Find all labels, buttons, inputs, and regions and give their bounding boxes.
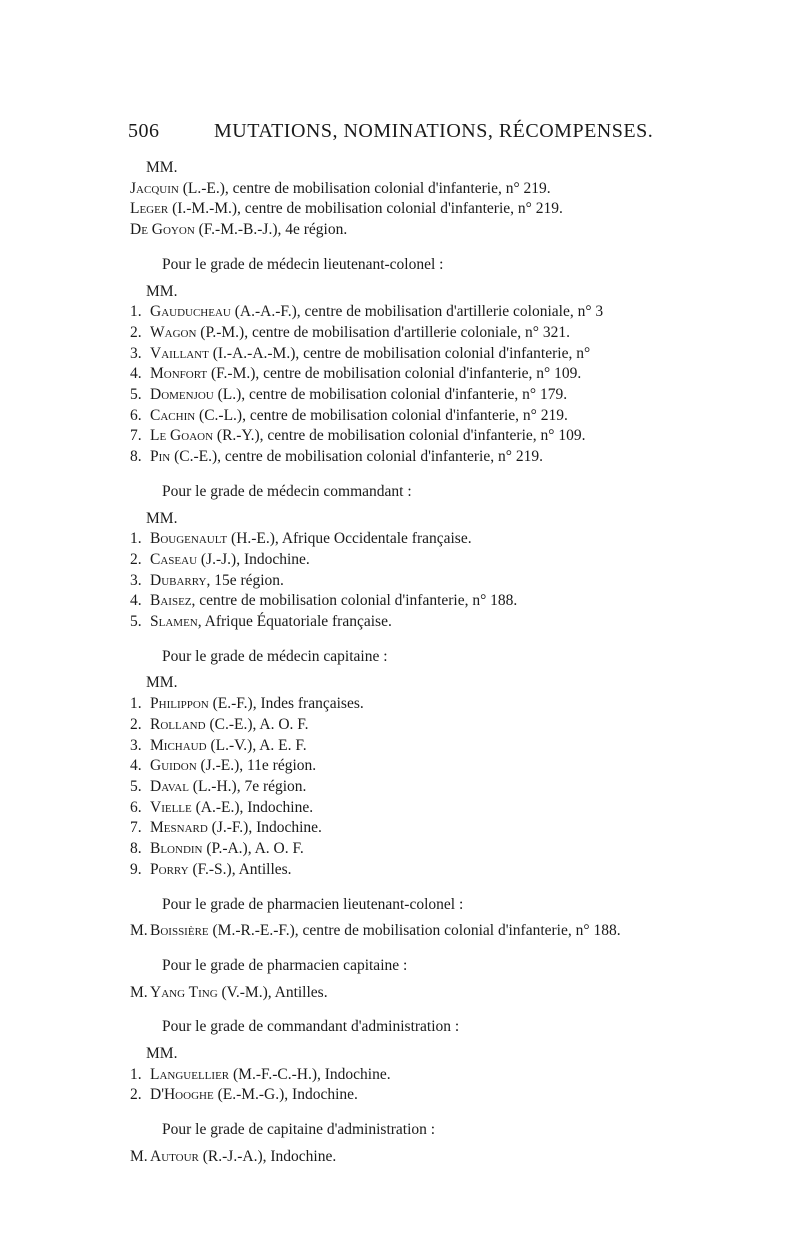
list-item — [130, 571, 690, 592]
entry-details: (C.-E.), centre de mobilisation colonial d'infanterie, n° 219. — [170, 448, 543, 466]
mm-label: MM. — [146, 509, 178, 527]
entry-details: (R.-J.-A.), Indochine. — [198, 1147, 337, 1165]
entry-number: 5. — [130, 777, 142, 795]
mm-label: MM. — [146, 1045, 178, 1063]
person-name: Autour — [150, 1147, 199, 1165]
list-item — [130, 921, 690, 942]
entry-number: 7. — [130, 427, 142, 445]
person-name: Domenjou — [150, 386, 214, 404]
list-item — [130, 1147, 690, 1168]
entry-details: (A.-E.), Indochine. — [191, 798, 314, 816]
section-heading: Pour le grade de médecin capitaine : — [162, 647, 388, 665]
entry-number: 8. — [130, 448, 142, 466]
entry-details: (E.-F.), Indes françaises. — [208, 695, 364, 713]
entry-number: 5. — [130, 386, 142, 404]
entry-details: (I.-M.-M.), centre de mobilisation colonial d'infanterie, n° 219. — [168, 200, 563, 218]
entry-details: (A.-A.-F.), centre de mobilisation d'artillerie coloniale, n° 3 — [230, 303, 604, 321]
entry-number: 2. — [130, 323, 142, 341]
person-name: Le Goaon — [150, 427, 214, 445]
person-name: Caseau — [150, 550, 198, 568]
entry-details: (L.-V.), A. E. F. — [206, 736, 307, 754]
list-item — [130, 612, 690, 633]
running-title: MUTATIONS, NOMINATIONS, RÉCOMPENSES. — [214, 120, 654, 142]
list-item — [130, 818, 690, 839]
entry-number: 5. — [130, 613, 142, 631]
entry-details: (J.-J.), Indochine. — [197, 550, 310, 568]
entry-number: 2. — [130, 715, 142, 733]
list-item — [130, 323, 690, 344]
entry-details: (L.-H.), 7e région. — [188, 777, 307, 795]
person-name: Vaillant — [150, 344, 209, 362]
list-item — [130, 1065, 690, 1086]
person-name: Daval — [150, 777, 189, 795]
person-name: D'Hooghe — [150, 1086, 214, 1104]
list-item — [130, 839, 690, 860]
mm-label: MM. — [146, 674, 178, 692]
entry-details: (J.-F.), Indochine. — [207, 819, 322, 837]
section-heading: Pour le grade de pharmacien lieutenant-colonel : — [162, 895, 464, 913]
entry-number: 3. — [130, 344, 142, 362]
entry-number: 2. — [130, 550, 142, 568]
list-item — [130, 798, 690, 819]
person-name: Wagon — [150, 323, 197, 341]
entry-details: (F.-S.), Antilles. — [188, 860, 292, 878]
entry-number: 6. — [130, 406, 142, 424]
entry-details: (V.-M.), Antilles. — [217, 983, 328, 1001]
section — [130, 255, 690, 468]
entry-number: 3. — [130, 571, 142, 589]
person-name: Guidon — [150, 757, 197, 775]
list-item — [130, 591, 690, 612]
entry-details: (P.-A.), A. O. F. — [202, 840, 304, 858]
entry-details: (C.-E.), A. O. F. — [205, 715, 309, 733]
list-item — [130, 406, 690, 427]
page-number: 506 — [128, 120, 160, 142]
entry-number: M. — [130, 1147, 148, 1165]
section-heading: Pour le grade de capitaine d'administration : — [162, 1121, 436, 1139]
section — [130, 482, 690, 633]
section — [130, 1120, 690, 1167]
entry-details: (P.-M.), centre de mobilisation d'artillerie coloniale, n° 321. — [196, 323, 570, 341]
list-item — [130, 1085, 690, 1106]
entry-details: (J.-E.), 11e région. — [196, 757, 317, 775]
entry-number: 9. — [130, 860, 142, 878]
entry-details: (H.-E.), Afrique Occidentale française. — [227, 530, 472, 548]
entry-details: (R.-Y.), centre de mobilisation colonial d'infanterie, n° 109. — [213, 427, 586, 445]
list-item — [130, 529, 690, 550]
entry-details: , Afrique Équatoriale française. — [197, 613, 392, 631]
entry-number: M. — [130, 983, 148, 1001]
entry-details: (I.-A.-A.-M.), centre de mobilisation colonial d'infanterie, n° — [208, 344, 591, 362]
entry-number: 2. — [130, 1086, 142, 1104]
section-heading: Pour le grade de médecin lieutenant-colonel : — [162, 255, 444, 273]
entry-number: 4. — [130, 365, 142, 383]
mm-label: MM. — [146, 159, 178, 176]
list-item — [130, 447, 690, 468]
list-item — [130, 344, 690, 365]
entry-number: 1. — [130, 530, 142, 548]
person-name: De Goyon — [130, 221, 195, 239]
entry-number: 1. — [130, 1065, 142, 1083]
entry-number: 4. — [130, 592, 142, 610]
entry-details: , centre de mobilisation colonial d'infanterie, n° 188. — [191, 592, 518, 610]
person-name: Mesnard — [150, 819, 208, 837]
entry-details: (F.-M.-B.-J.), 4e région. — [194, 221, 348, 239]
person-name: Jacquin — [130, 179, 179, 197]
list-item — [130, 364, 690, 385]
list-item — [130, 426, 690, 447]
entry-number: 6. — [130, 798, 142, 816]
entry-number: 7. — [130, 819, 142, 837]
entry-number: 3. — [130, 736, 142, 754]
entry-details: , 15e région. — [206, 571, 284, 589]
person-name: Leger — [130, 200, 169, 218]
person-name: Gauducheau — [150, 303, 231, 321]
person-name: Rolland — [150, 715, 206, 733]
person-name: Blondin — [150, 840, 203, 858]
list-item — [130, 550, 690, 571]
person-name: Languellier — [150, 1065, 230, 1083]
list-item — [130, 385, 690, 406]
section — [130, 895, 690, 942]
entry-details: (L.), centre de mobilisation colonial d'infanterie, n° 179. — [213, 386, 568, 404]
section — [130, 956, 690, 1003]
page-header — [128, 120, 688, 150]
person-name: Vielle — [150, 798, 192, 816]
entry-details: (M.-R.-E.-F.), centre de mobilisation colonial d'infanterie, n° 188. — [208, 922, 621, 940]
section — [130, 1017, 690, 1106]
entry-details: (M.-F.-C.-H.), Indochine. — [229, 1065, 391, 1083]
entry-number: M. — [130, 922, 148, 940]
list-item — [130, 715, 690, 736]
entry-details: (C.-L.), centre de mobilisation colonial d'infanterie, n° 219. — [195, 406, 568, 424]
list-item — [130, 694, 690, 715]
entry-number: 8. — [130, 840, 142, 858]
person-name: Porry — [150, 860, 189, 878]
entry-details: (F.-M.), centre de mobilisation colonial d'infanterie, n° 109. — [207, 365, 582, 383]
list-item — [130, 756, 690, 777]
person-name: Yang Ting — [150, 983, 218, 1001]
list-item — [130, 199, 690, 220]
list-item — [130, 860, 690, 881]
person-name: Baisez — [150, 592, 192, 610]
mm-label: MM. — [146, 282, 178, 300]
list-item — [130, 302, 690, 323]
entry-number: 1. — [130, 695, 142, 713]
entry-number: 1. — [130, 303, 142, 321]
document-body — [130, 158, 690, 1168]
entry-number: 4. — [130, 757, 142, 775]
person-name: Boissière — [150, 922, 209, 940]
person-name: Slamen — [150, 613, 198, 631]
person-name: Bougenault — [150, 530, 228, 548]
person-name: Philippon — [150, 695, 209, 713]
list-item — [130, 179, 690, 200]
list-item — [130, 983, 690, 1004]
section-heading: Pour le grade de médecin commandant : — [162, 482, 412, 500]
list-item — [130, 220, 690, 241]
section-heading: Pour le grade de pharmacien capitaine : — [162, 956, 408, 974]
list-item — [130, 736, 690, 757]
entry-details: (L.-E.), centre de mobilisation colonial d'infanterie, n° 219. — [178, 179, 551, 197]
person-name: Michaud — [150, 736, 207, 754]
section — [130, 647, 690, 881]
person-name: Cachin — [150, 406, 196, 424]
person-name: Pin — [150, 448, 171, 466]
list-item — [130, 777, 690, 798]
section — [130, 158, 690, 241]
section-heading: Pour le grade de commandant d'administration : — [162, 1018, 460, 1036]
person-name: Dubarry — [150, 571, 207, 589]
person-name: Monfort — [150, 365, 208, 383]
entry-details: (E.-M.-G.), Indochine. — [213, 1086, 358, 1104]
